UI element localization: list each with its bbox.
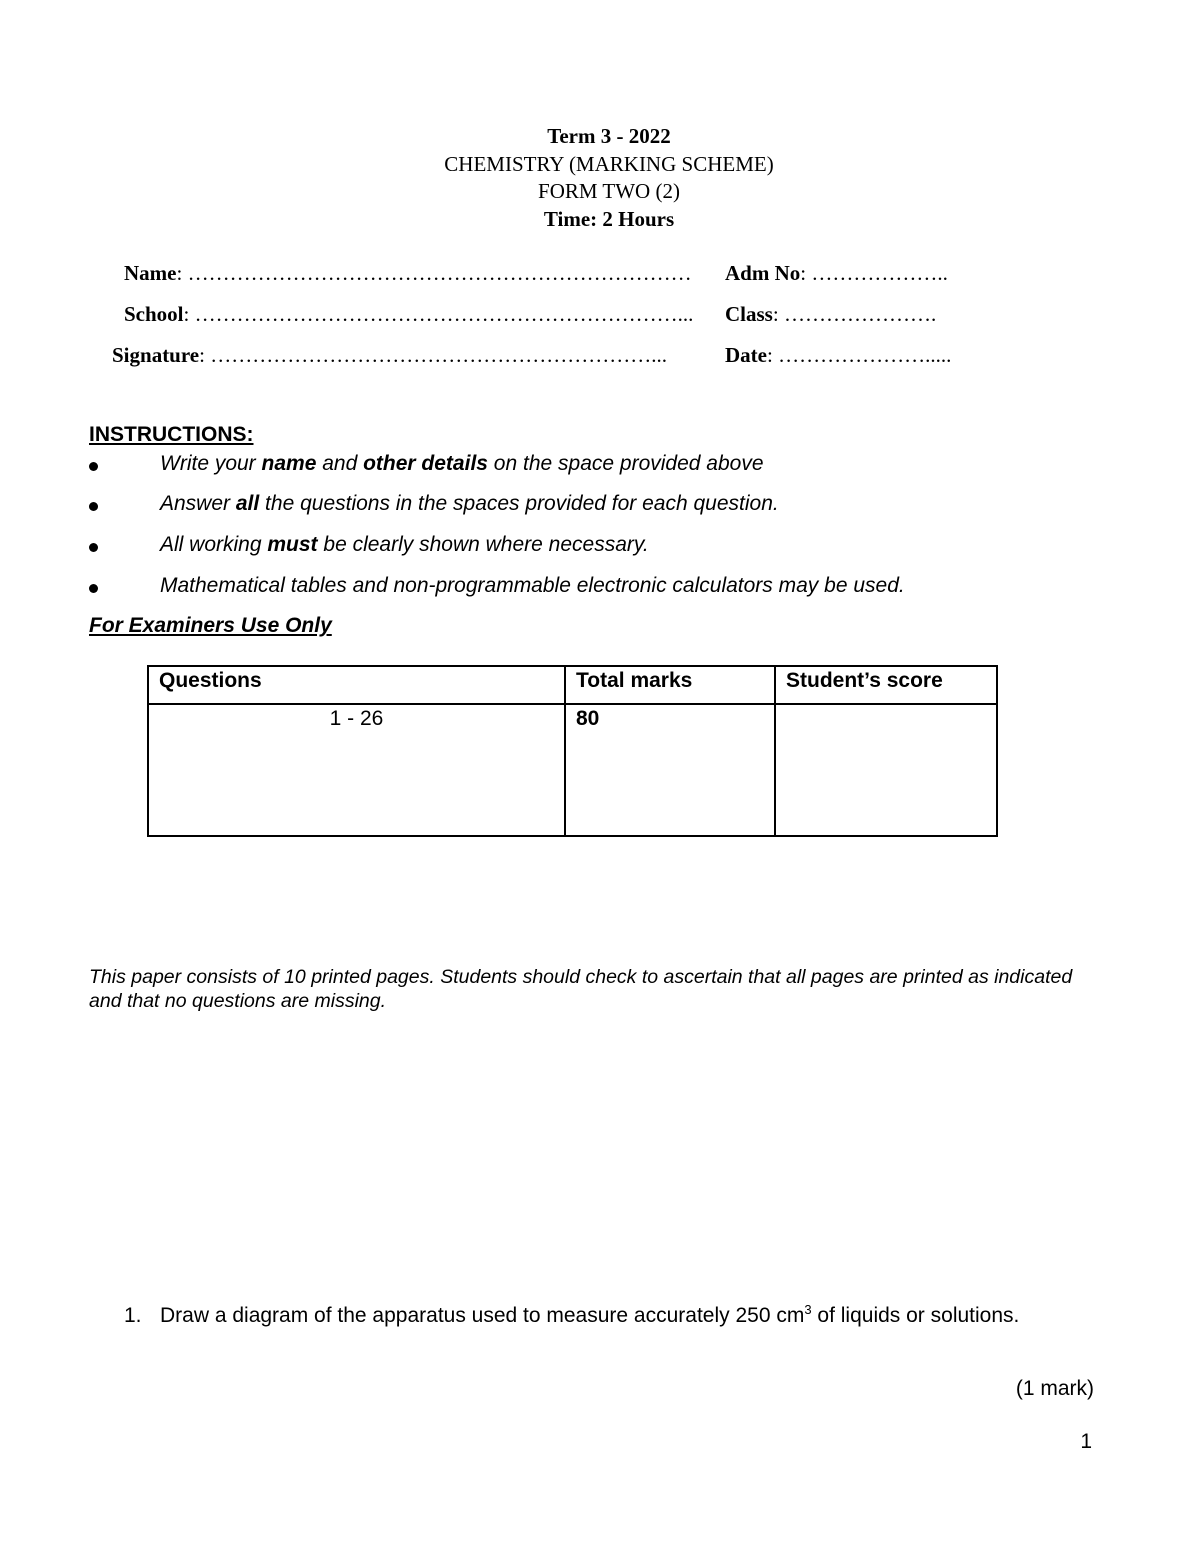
instruction-text: Answer all the questions in the spaces provided for each question. [160,492,779,515]
instructions-title: INSTRUCTIONS: [89,423,254,446]
question-text: Draw a diagram of the apparatus used to measure accurately 250 $cm^3$ of liquids or solutions. [160,1302,1020,1327]
adm-field-row [725,261,948,286]
form-title: FORM TWO (2) [538,179,680,203]
signature-field[interactable]: : ………………………………………………………... [199,343,667,367]
bullet-icon [89,462,98,471]
document-header [0,123,1200,233]
adm-label: Adm No [725,261,801,285]
bullet-icon [89,543,98,552]
instruction-text: Write your name and other details on the space provided above [160,452,764,475]
date-field[interactable]: : …………………..... [766,343,952,367]
subject-title: CHEMISTRY (MARKING SCHEME) [444,151,774,176]
term-title: Term 3 - 2022 [547,124,671,148]
signature-label: Signature [112,343,200,367]
date-label: Date [725,343,767,367]
examiners-title: For Examiners Use Only [89,614,332,637]
total-marks-cell: 80 [565,704,775,836]
page-number: 1 [1080,1430,1092,1453]
student-score-header: Student’s score [775,666,997,704]
name-field-row [124,261,692,286]
school-label: School [124,302,184,326]
table-row [148,704,997,836]
paper-note: This paper consists of 10 printed pages. Students should check to ascertain that all pages are printed as indicated and that no questions are missing. [89,966,1073,1012]
time-title: Time: 2 Hours [543,206,675,231]
bullet-icon [89,584,98,593]
class-field-row [725,302,936,327]
instruction-text: All working must be clearly shown where necessary. [160,533,649,556]
question-number: 1. [124,1304,142,1327]
questions-cell: 1 - 26 [148,704,565,836]
table-header-row [148,666,997,704]
date-field-row [725,343,951,368]
signature-field-row [112,343,667,368]
adm-field[interactable]: : ……………….. [800,261,948,285]
questions-header: Questions [148,666,565,704]
student-score-cell[interactable] [775,704,997,836]
total-marks-header: Total marks [565,666,775,704]
name-field[interactable]: : ……………………………………………………………… [176,261,692,285]
question-marks: (1 mark) [1015,1377,1094,1400]
examiners-table [147,665,998,837]
school-field[interactable]: : ……………………………………………………………... [183,302,694,326]
bullet-icon [89,502,98,511]
class-label: Class [725,302,773,326]
instruction-text: Mathematical tables and non-programmable electronic calculators may be used. [160,574,905,597]
class-field[interactable]: : …………………. [772,302,937,326]
name-label: Name [124,261,177,285]
school-field-row [124,302,693,327]
